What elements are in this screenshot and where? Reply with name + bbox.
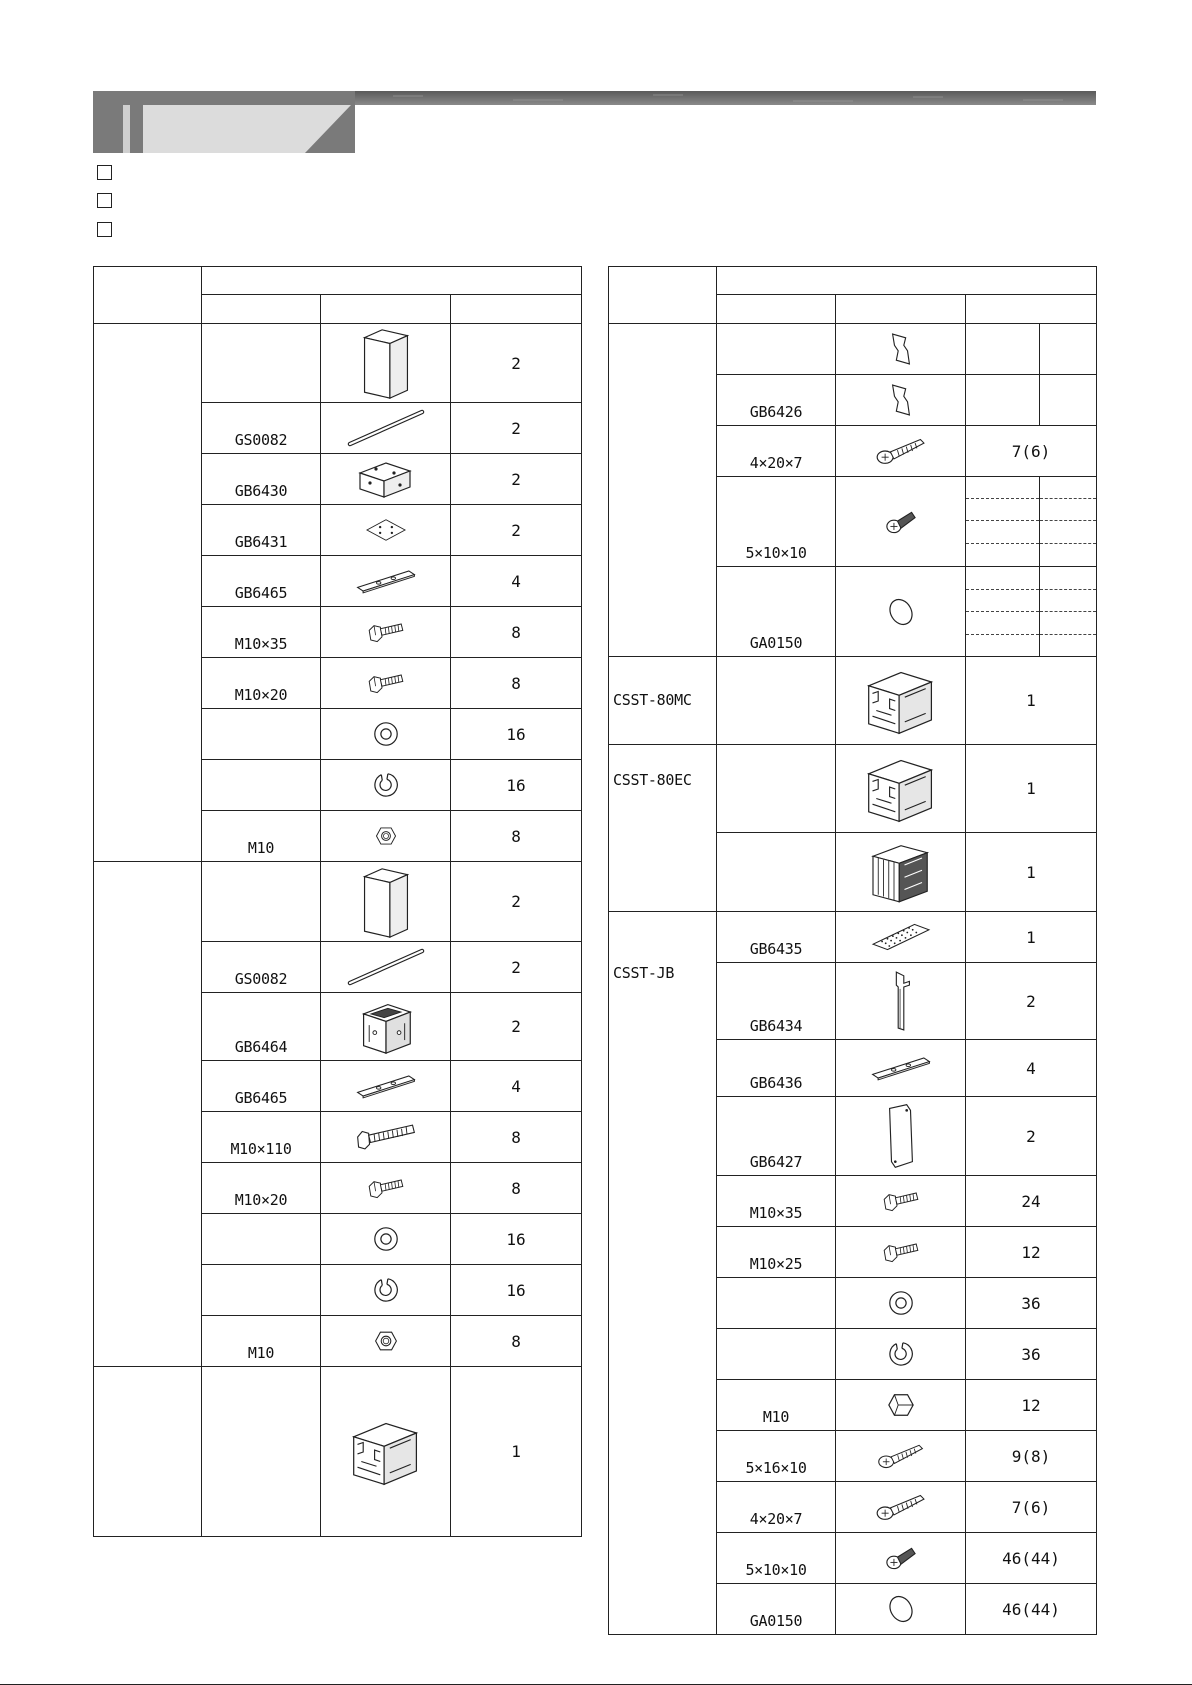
hex-bolt-icon bbox=[366, 670, 406, 696]
connector-strip-icon bbox=[354, 1072, 418, 1100]
part-code-cell: GB6431 bbox=[202, 505, 321, 556]
qty-subcell bbox=[1040, 477, 1097, 567]
left-group3-label bbox=[94, 1367, 202, 1537]
left-header-group bbox=[202, 267, 582, 295]
part-code-cell: GS0082 bbox=[202, 942, 321, 993]
perforated-plate-icon bbox=[868, 919, 934, 955]
part-code-cell: M10×20 bbox=[202, 658, 321, 709]
part-code-cell: GB6427 bbox=[717, 1097, 836, 1176]
part-code-cell: GB6464 bbox=[202, 993, 321, 1061]
part-code-cell: M10 bbox=[717, 1380, 836, 1431]
hex-bolt-icon bbox=[881, 1188, 921, 1214]
qty-subcell bbox=[1040, 324, 1097, 375]
cap-disc-icon bbox=[887, 595, 915, 629]
part-code-cell: M10×20 bbox=[202, 1163, 321, 1214]
model-cell-ec: CSST-80EC bbox=[609, 745, 717, 912]
part-qty: 36 bbox=[966, 1329, 1097, 1380]
short-screw-icon bbox=[883, 507, 919, 537]
part-qty: 9(8) bbox=[966, 1431, 1097, 1482]
cap-disc-icon bbox=[887, 1592, 915, 1626]
right-group1-label bbox=[609, 324, 717, 657]
part-qty: 2 bbox=[451, 454, 582, 505]
part-code-cell bbox=[202, 760, 321, 811]
flat-washer-icon bbox=[372, 720, 400, 748]
right-header-qty bbox=[966, 295, 1097, 324]
part-code-cell bbox=[202, 1214, 321, 1265]
part-code-cell bbox=[717, 745, 836, 833]
qty-subcell bbox=[966, 375, 1040, 426]
part-qty: 36 bbox=[966, 1278, 1097, 1329]
spring-washer-icon bbox=[372, 771, 400, 799]
channel-profile-icon bbox=[348, 1414, 424, 1490]
right-header-figure bbox=[836, 295, 966, 324]
part-qty: 2 bbox=[966, 963, 1097, 1040]
right-parts-table bbox=[608, 266, 1097, 1635]
channel-profile-icon bbox=[863, 751, 939, 827]
part-code-cell: GA0150 bbox=[717, 567, 836, 657]
left-header-code bbox=[202, 295, 321, 324]
part-code-cell: GB6436 bbox=[717, 1040, 836, 1097]
part-qty: 16 bbox=[451, 1265, 582, 1316]
part-code-cell bbox=[202, 862, 321, 942]
checklist-box-2[interactable] bbox=[97, 193, 112, 208]
hex-bolt-icon bbox=[366, 619, 406, 645]
right-header-group bbox=[717, 267, 1097, 295]
part-code-cell: GB6465 bbox=[202, 1061, 321, 1112]
self-tapping-screw-icon bbox=[872, 1492, 930, 1522]
rod-icon bbox=[346, 408, 426, 448]
part-qty: 8 bbox=[451, 658, 582, 709]
part-code-cell bbox=[717, 1329, 836, 1380]
part-qty: 2 bbox=[451, 862, 582, 942]
part-qty: 7(6) bbox=[966, 426, 1097, 477]
cover-plate-icon bbox=[882, 1101, 920, 1171]
part-code-cell bbox=[717, 324, 836, 375]
part-code-cell: M10×35 bbox=[717, 1176, 836, 1227]
part-code-cell bbox=[202, 709, 321, 760]
qty-subcell bbox=[966, 324, 1040, 375]
part-qty: 2 bbox=[451, 942, 582, 993]
right-header-category bbox=[609, 267, 717, 324]
flat-washer-icon bbox=[372, 1225, 400, 1253]
part-qty: 16 bbox=[451, 760, 582, 811]
spring-washer-icon bbox=[372, 1276, 400, 1304]
connector-strip-icon bbox=[869, 1054, 933, 1082]
end-cap-profile-icon bbox=[866, 836, 936, 908]
checklist-box-1[interactable] bbox=[97, 165, 112, 180]
part-code-cell: M10×35 bbox=[202, 607, 321, 658]
part-qty: 7(6) bbox=[966, 1482, 1097, 1533]
part-qty: 2 bbox=[451, 993, 582, 1061]
cast-bracket-icon bbox=[358, 997, 414, 1057]
left-header-qty bbox=[451, 295, 582, 324]
part-qty: 8 bbox=[451, 1316, 582, 1367]
part-qty: 24 bbox=[966, 1176, 1097, 1227]
model-cell-mc: CSST-80MC bbox=[609, 657, 717, 745]
part-qty: 4 bbox=[966, 1040, 1097, 1097]
gasket-plate-icon bbox=[887, 330, 915, 368]
qty-subcell bbox=[1040, 567, 1097, 657]
part-qty: 16 bbox=[451, 709, 582, 760]
part-qty: 12 bbox=[966, 1380, 1097, 1431]
gasket-plate-icon bbox=[887, 381, 915, 419]
qty-subcell bbox=[1040, 375, 1097, 426]
part-qty: 1 bbox=[966, 912, 1097, 963]
part-qty: 8 bbox=[451, 1112, 582, 1163]
part-code-cell bbox=[717, 833, 836, 912]
left-group2-label bbox=[94, 862, 202, 1367]
part-qty: 12 bbox=[966, 1227, 1097, 1278]
qty-subcell bbox=[966, 567, 1040, 657]
part-code-cell bbox=[717, 1278, 836, 1329]
hex-nut-icon bbox=[375, 825, 397, 847]
part-code-cell: M10 bbox=[202, 811, 321, 862]
long-bolt-icon bbox=[354, 1122, 418, 1152]
part-qty: 2 bbox=[451, 505, 582, 556]
part-qty: 2 bbox=[966, 1097, 1097, 1176]
part-code-cell: GB6426 bbox=[717, 375, 836, 426]
part-code-cell: M10×110 bbox=[202, 1112, 321, 1163]
part-qty: 1 bbox=[966, 657, 1097, 745]
flat-washer-icon bbox=[887, 1289, 915, 1317]
left-group1-label bbox=[94, 324, 202, 862]
part-code-cell: 5×16×10 bbox=[717, 1431, 836, 1482]
square-tube-icon bbox=[356, 324, 416, 402]
square-tube-icon bbox=[356, 863, 416, 941]
part-code-cell: GS0082 bbox=[202, 403, 321, 454]
part-code-cell: M10 bbox=[202, 1316, 321, 1367]
part-qty: 8 bbox=[451, 1163, 582, 1214]
connector-strip-icon bbox=[354, 567, 418, 595]
spring-washer-icon bbox=[887, 1340, 915, 1368]
part-code-cell: GB6435 bbox=[717, 912, 836, 963]
hex-nut-icon bbox=[374, 1329, 398, 1353]
right-header-code bbox=[717, 295, 836, 324]
part-code-cell bbox=[202, 324, 321, 403]
part-code-cell: GA0150 bbox=[717, 1584, 836, 1635]
part-qty: 2 bbox=[451, 403, 582, 454]
part-code-cell: 5×10×10 bbox=[717, 1533, 836, 1584]
cap-nut-icon bbox=[887, 1391, 915, 1419]
checklist-box-3[interactable] bbox=[97, 222, 112, 237]
part-code-cell: 4×20×7 bbox=[717, 426, 836, 477]
part-qty: 1 bbox=[451, 1367, 582, 1537]
part-qty: 8 bbox=[451, 607, 582, 658]
part-qty: 16 bbox=[451, 1214, 582, 1265]
model-cell-jb: CSST-JB bbox=[609, 912, 717, 1635]
self-tapping-screw-icon bbox=[876, 1442, 926, 1470]
part-qty: 1 bbox=[966, 745, 1097, 833]
part-qty: 4 bbox=[451, 556, 582, 607]
part-code-cell: 4×20×7 bbox=[717, 1482, 836, 1533]
part-code-cell bbox=[202, 1367, 321, 1537]
left-parts-table bbox=[93, 266, 582, 1537]
u-bracket-icon bbox=[356, 457, 416, 501]
part-qty: 1 bbox=[966, 833, 1097, 912]
part-code-cell: GB6465 bbox=[202, 556, 321, 607]
part-code-cell: 5×10×10 bbox=[717, 477, 836, 567]
section-banner bbox=[93, 91, 1096, 153]
channel-profile-icon bbox=[863, 663, 939, 739]
part-qty: 4 bbox=[451, 1061, 582, 1112]
qty-subcell bbox=[966, 477, 1040, 567]
hex-bolt-icon bbox=[366, 1175, 406, 1201]
part-code-cell bbox=[717, 657, 836, 745]
rod-icon bbox=[346, 947, 426, 987]
left-header-figure bbox=[321, 295, 451, 324]
part-qty: 46(44) bbox=[966, 1584, 1097, 1635]
part-code-cell: GB6430 bbox=[202, 454, 321, 505]
part-code-cell bbox=[202, 1265, 321, 1316]
part-qty: 2 bbox=[451, 324, 582, 403]
part-code-cell: M10×25 bbox=[717, 1227, 836, 1278]
hanger-strap-icon bbox=[887, 966, 915, 1036]
square-plate-icon bbox=[364, 515, 408, 545]
part-qty: 46(44) bbox=[966, 1533, 1097, 1584]
part-code-cell: GB6434 bbox=[717, 963, 836, 1040]
short-screw-icon bbox=[883, 1543, 919, 1573]
part-qty: 8 bbox=[451, 811, 582, 862]
self-tapping-screw-icon bbox=[872, 436, 930, 466]
hex-bolt-icon bbox=[881, 1239, 921, 1265]
left-header-category bbox=[94, 267, 202, 324]
